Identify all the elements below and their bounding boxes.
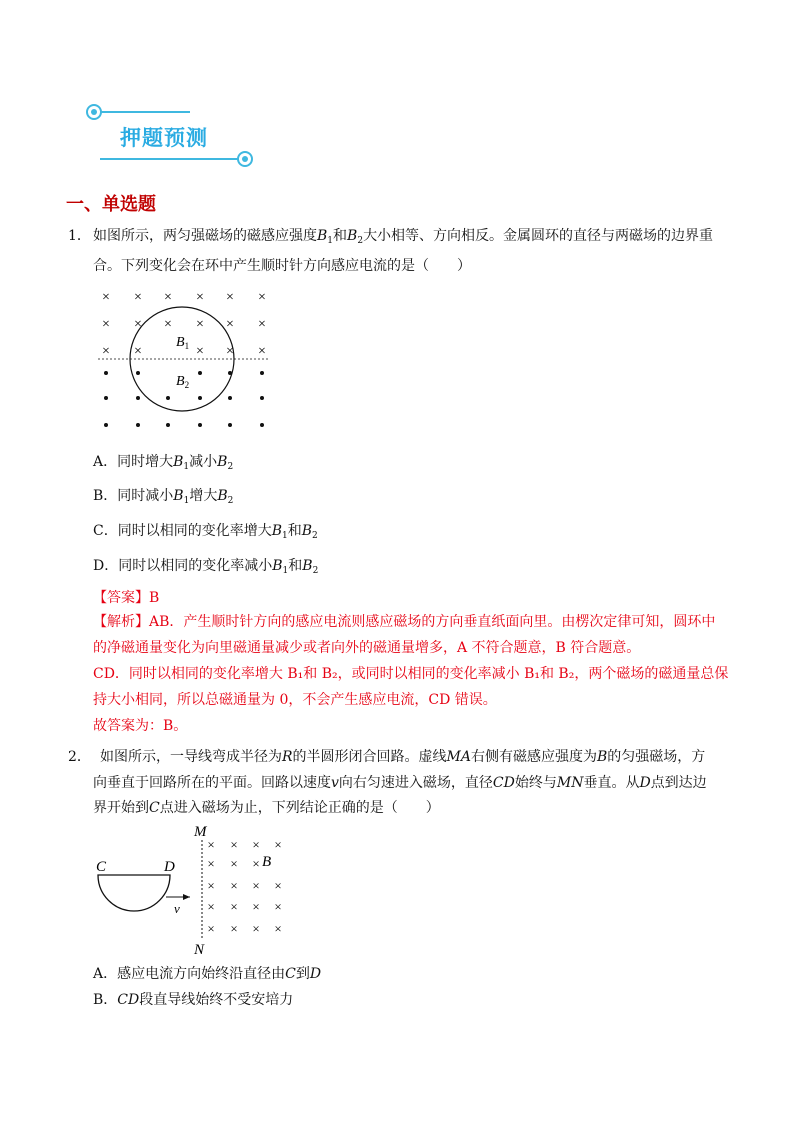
- banner-title: 押题预测: [120, 126, 208, 150]
- q1-dot-mark: [104, 396, 108, 400]
- q2-semicircle-loop: [98, 875, 170, 911]
- q1-dot-mark: [228, 396, 232, 400]
- q2-line3: 界开始到C点进入磁场为止，下列结论正确的是（ ）: [93, 800, 440, 816]
- q1-cross-mark: ×: [196, 317, 204, 332]
- q1-label-b2: $B_2$: [176, 374, 190, 390]
- q2-line2: 向垂直于回路所在的平面。回路以速度v向右匀速进入磁场，直径CD始终与MN垂直。从D点到达边: [93, 775, 707, 791]
- q1-analysis-line2: 的净磁通量变化为向里磁通量减少或者向外的磁通量增多，A 不符合题意，B 符合题意。: [93, 640, 641, 656]
- q1-dot-mark: [260, 371, 264, 375]
- q2-cross-mark: ×: [230, 856, 238, 871]
- q1-dot-mark: [228, 423, 232, 427]
- q2-cross-grid: [207, 837, 281, 936]
- q1-cross-mark: ×: [258, 317, 266, 332]
- q2-label-m: M: [194, 824, 207, 840]
- q1-dot-mark: [198, 423, 202, 427]
- q1-option-d[interactable]: D．同时以相同的变化率减小$B_1$和$B_2$: [93, 558, 319, 576]
- q1-cross-mark: ×: [134, 290, 142, 305]
- q1-option-a[interactable]: A．同时增大$B_1$减小$B_2$: [93, 454, 234, 472]
- q1-cross-mark: ×: [258, 290, 266, 305]
- q2-label-d: D: [164, 859, 175, 875]
- q1-magnetic-field-figure: [96, 285, 276, 435]
- q2-semicircle-circuit-figure: [90, 820, 300, 960]
- q2-label-v: v: [174, 901, 180, 916]
- q1-cross-mark: ×: [258, 344, 266, 359]
- q1-analysis-line3: CD．同时以相同的变化率增大 B₁和 B₂，或同时以相同的变化率减小 B₁和 B₂，两个磁场的磁通量总保: [93, 666, 729, 682]
- q2-line1: 如图所示，一导线弯成半径为R的半圆形闭合回路。虚线MA右侧有磁感应强度为B的匀强磁场，方: [100, 749, 706, 765]
- q2-number: 2．: [68, 749, 91, 765]
- q1-number: 1．: [68, 228, 91, 244]
- q1-dot-mark: [260, 423, 264, 427]
- q2-cross-mark: ×: [274, 837, 282, 852]
- q1-cross-mark: ×: [134, 317, 142, 332]
- q1-cross-mark: ×: [102, 344, 110, 359]
- q1-answer: 【答案】B: [93, 590, 160, 606]
- q2-cross-mark: ×: [207, 856, 215, 871]
- q2-label-n: N: [194, 942, 205, 958]
- q1-cross-mark: ×: [164, 317, 172, 332]
- q1-option-c[interactable]: C．同时以相同的变化率增大$B_1$和$B_2$: [93, 523, 318, 541]
- q2-cross-mark: ×: [274, 878, 282, 893]
- q1-cross-mark: ×: [102, 290, 110, 305]
- q2-cross-mark: ×: [252, 878, 260, 893]
- q2-cross-mark: ×: [252, 837, 260, 852]
- q2-cross-mark: ×: [230, 837, 238, 852]
- q1-cross-mark: ×: [196, 290, 204, 305]
- q1-dot-mark: [198, 371, 202, 375]
- q1-option-b[interactable]: B．同时减小$B_1$增大$B_2$: [93, 488, 234, 506]
- q2-cross-mark: ×: [252, 921, 260, 936]
- q2-cross-mark: ×: [252, 899, 260, 914]
- q1-dot-mark: [198, 396, 202, 400]
- q2-cross-mark: ×: [207, 921, 215, 936]
- q1-label-b1: $B_1$: [176, 335, 190, 351]
- q2-cross-mark: ×: [207, 837, 215, 852]
- q1-cross-mark: ×: [226, 290, 234, 305]
- q1-line1: 如图所示，两匀强磁场的磁感应强度$B_1$和$B_2$大小相等、方向相反。金属圆环的直径与两磁场的边界重: [93, 228, 714, 246]
- q2-cross-mark: ×: [207, 899, 215, 914]
- q1-dot-mark: [136, 396, 140, 400]
- q1-dot-mark: [104, 371, 108, 375]
- q1-dot-mark: [260, 396, 264, 400]
- q1-cross-mark: ×: [226, 344, 234, 359]
- q1-dot-mark: [136, 371, 140, 375]
- q2-cross-mark: ×: [230, 921, 238, 936]
- q1-dot-mark: [136, 423, 140, 427]
- q1-cross-mark: ×: [226, 317, 234, 332]
- q1-analysis-line5: 故答案为：B。: [93, 718, 188, 734]
- q2-cross-mark: ×: [230, 878, 238, 893]
- q1-dot-mark: [166, 423, 170, 427]
- q2-cross-mark: ×: [274, 899, 282, 914]
- q2-option-b[interactable]: B．CD段直导线始终不受安培力: [93, 992, 294, 1008]
- q1-dot-mark: [104, 423, 108, 427]
- q1-analysis-line1: 【解析】AB．产生顺时针方向的感应电流则感应磁场的方向垂直纸面向里。由楞次定律可知，圆环中: [93, 614, 716, 630]
- q1-analysis-line4: 持大小相同，所以总磁通量为 0，不会产生感应电流，CD 错误。: [93, 692, 497, 708]
- section-title: 一、单选题: [66, 194, 156, 215]
- q2-option-a[interactable]: A．感应电流方向始终沿直径由C到D: [93, 966, 322, 982]
- q2-label-c: C: [96, 859, 107, 875]
- q1-cross-mark: ×: [164, 290, 172, 305]
- q1-cross-mark: ×: [196, 344, 204, 359]
- q1-cross-mark: ×: [102, 317, 110, 332]
- header-banner: [80, 98, 260, 170]
- q2-cross-mark: ×: [274, 921, 282, 936]
- q1-dot-mark: [166, 396, 170, 400]
- q2-cross-mark: ×: [230, 899, 238, 914]
- q1-cross-mark: ×: [134, 344, 142, 359]
- q2-arrow-head: [183, 894, 190, 900]
- q2-cross-mark: ×: [207, 878, 215, 893]
- q2-label-b: B: [262, 854, 272, 870]
- q1-line2: 合。下列变化会在环中产生顺时针方向感应电流的是（ ）: [93, 258, 471, 274]
- q2-cross-mark: ×: [252, 856, 260, 871]
